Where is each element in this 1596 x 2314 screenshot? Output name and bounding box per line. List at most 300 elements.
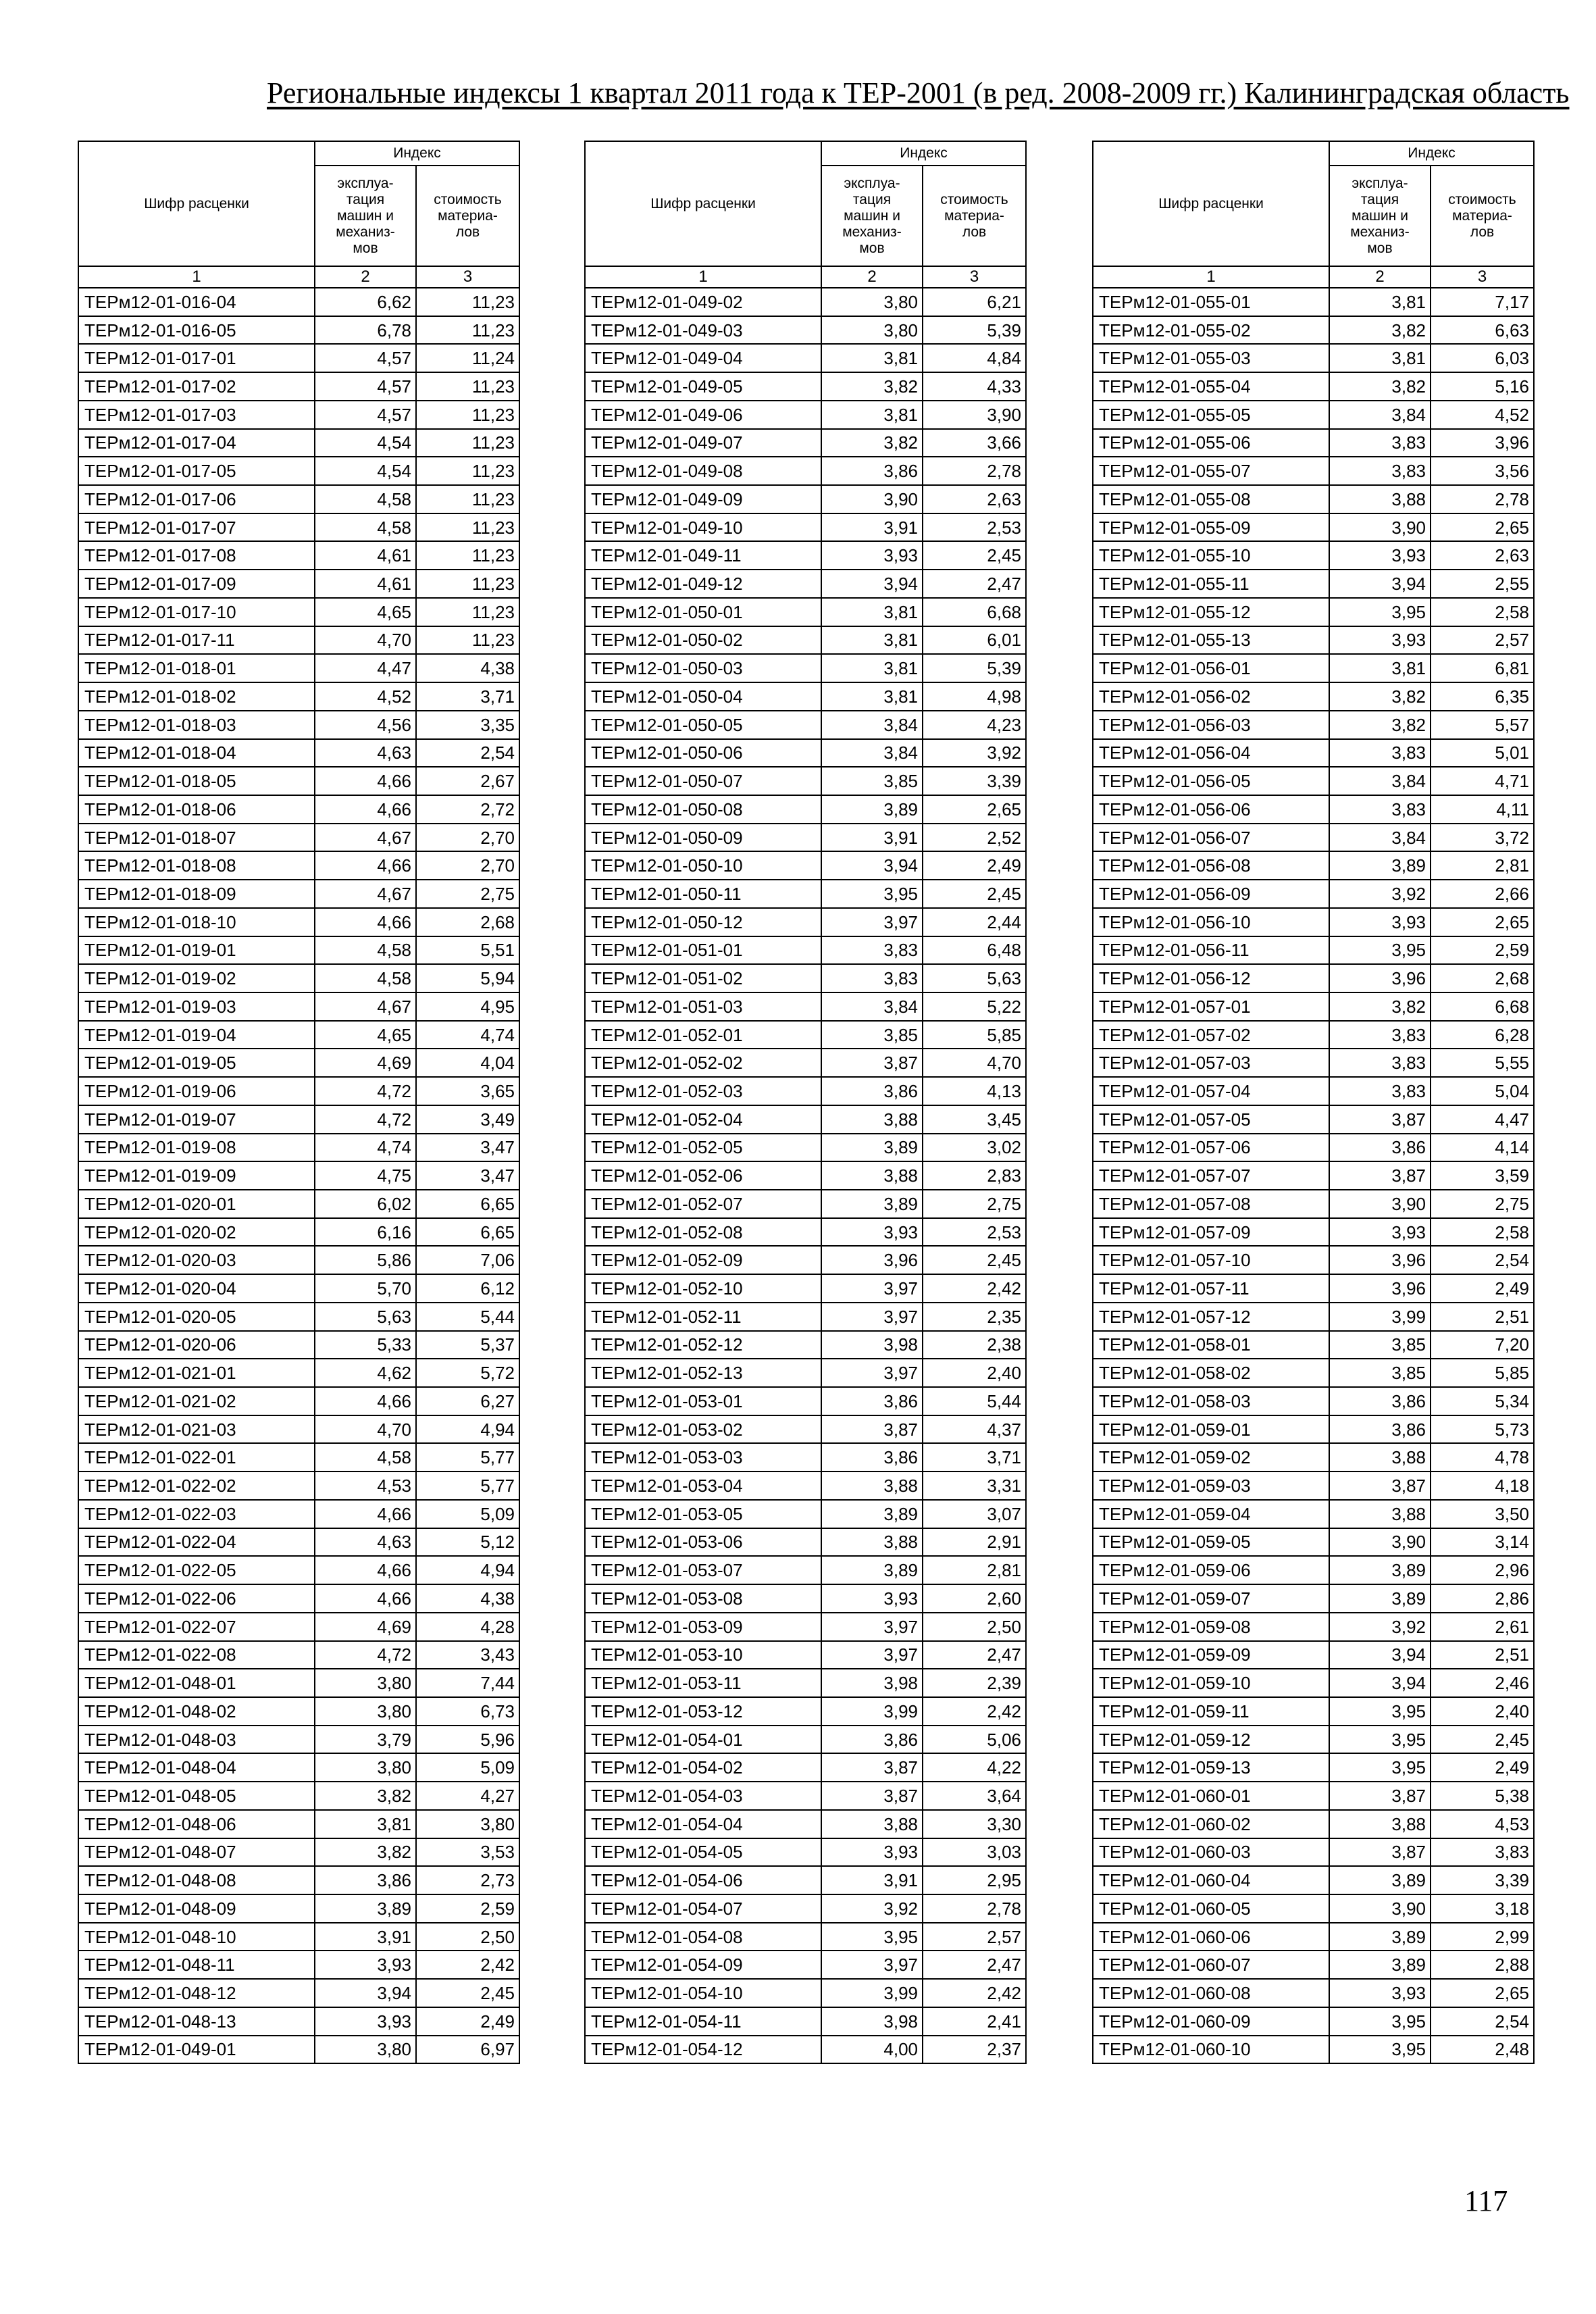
materials-index-cell: 2,70 — [416, 851, 519, 880]
machines-index-cell: 3,88 — [821, 1161, 923, 1190]
materials-index-cell: 2,78 — [1431, 485, 1534, 513]
header-col-1: 1 — [1093, 266, 1329, 288]
materials-index-cell: 3,18 — [1431, 1894, 1534, 1923]
machines-index-cell: 3,97 — [821, 1359, 923, 1387]
rate-code-cell: ТЕРм12-01-021-02 — [78, 1387, 315, 1415]
rate-code-cell: ТЕРм12-01-050-12 — [585, 908, 821, 936]
materials-index-cell: 2,81 — [923, 1556, 1026, 1584]
table-row — [1093, 936, 1534, 965]
table-row — [1093, 598, 1534, 626]
materials-index-cell: 5,85 — [923, 1021, 1026, 1049]
materials-index-cell: 4,23 — [923, 711, 1026, 739]
materials-index-cell: 6,68 — [1431, 992, 1534, 1021]
rate-code-cell: ТЕРм12-01-059-04 — [1093, 1500, 1329, 1528]
table-row — [78, 654, 519, 682]
materials-index-cell: 7,17 — [1431, 288, 1534, 316]
rate-code-cell: ТЕРм12-01-054-06 — [585, 1866, 821, 1894]
materials-index-cell: 5,12 — [416, 1528, 519, 1557]
table-row — [78, 795, 519, 824]
rate-code-cell: ТЕРм12-01-056-03 — [1093, 711, 1329, 739]
rate-code-cell: ТЕРм12-01-048-04 — [78, 1753, 315, 1782]
header-materials: стоимость материа- лов — [923, 166, 1026, 266]
table-row — [585, 851, 1026, 880]
rate-code-cell: ТЕРм12-01-017-05 — [78, 457, 315, 485]
rate-code-cell: ТЕРм12-01-049-08 — [585, 457, 821, 485]
rate-code-cell: ТЕРм12-01-053-07 — [585, 1556, 821, 1584]
table-row — [585, 2007, 1026, 2036]
machines-index-cell: 3,96 — [1329, 1246, 1431, 1274]
machines-index-cell: 3,83 — [1329, 795, 1431, 824]
rate-code-cell: ТЕРм12-01-056-05 — [1093, 767, 1329, 795]
machines-index-cell: 3,99 — [821, 1697, 923, 1726]
rate-code-cell: ТЕРм12-01-018-01 — [78, 654, 315, 682]
table-row — [585, 880, 1026, 908]
table-row — [78, 1528, 519, 1557]
materials-index-cell: 6,97 — [416, 2036, 519, 2064]
machines-index-cell: 3,82 — [1329, 711, 1431, 739]
materials-index-cell: 4,11 — [1431, 795, 1534, 824]
materials-index-cell: 7,06 — [416, 1246, 519, 1274]
table-row — [78, 485, 519, 513]
materials-index-cell: 11,23 — [416, 598, 519, 626]
table-row — [1093, 711, 1534, 739]
rate-code-cell: ТЕРм12-01-050-05 — [585, 711, 821, 739]
machines-index-cell: 3,88 — [1329, 1500, 1431, 1528]
rate-code-cell: ТЕРм12-01-054-01 — [585, 1726, 821, 1754]
machines-index-cell: 3,87 — [1329, 1105, 1431, 1134]
table-row — [1093, 485, 1534, 513]
table-row — [585, 992, 1026, 1021]
rate-code-cell: ТЕРм12-01-051-02 — [585, 964, 821, 992]
table-row — [1093, 372, 1534, 401]
machines-index-cell: 3,93 — [821, 541, 923, 570]
table-row — [1093, 401, 1534, 429]
materials-index-cell: 3,47 — [416, 1134, 519, 1162]
materials-index-cell: 4,47 — [1431, 1105, 1534, 1134]
machines-index-cell: 3,89 — [821, 1190, 923, 1218]
machines-index-cell: 3,80 — [821, 316, 923, 345]
machines-index-cell: 3,89 — [315, 1894, 416, 1923]
materials-index-cell: 6,65 — [416, 1190, 519, 1218]
rate-code-cell: ТЕРм12-01-020-05 — [78, 1303, 315, 1331]
machines-index-cell: 3,80 — [315, 1669, 416, 1697]
table-row — [585, 1782, 1026, 1810]
materials-index-cell: 5,57 — [1431, 711, 1534, 739]
materials-index-cell: 2,35 — [923, 1303, 1026, 1331]
machines-index-cell: 3,94 — [315, 1979, 416, 2007]
table-row — [1093, 1077, 1534, 1105]
table-row — [1093, 626, 1534, 655]
table-row — [1093, 1021, 1534, 1049]
materials-index-cell: 3,14 — [1431, 1528, 1534, 1557]
rate-code-cell: ТЕРм12-01-055-06 — [1093, 429, 1329, 457]
materials-index-cell: 5,39 — [923, 654, 1026, 682]
rate-code-cell: ТЕРм12-01-048-03 — [78, 1726, 315, 1754]
materials-index-cell: 4,33 — [923, 372, 1026, 401]
materials-index-cell: 6,01 — [923, 626, 1026, 655]
rate-code-cell: ТЕРм12-01-054-11 — [585, 2007, 821, 2036]
header-col-1: 1 — [585, 266, 821, 288]
machines-index-cell: 4,57 — [315, 344, 416, 372]
materials-index-cell: 5,37 — [416, 1331, 519, 1359]
rate-code-cell: ТЕРм12-01-053-02 — [585, 1415, 821, 1444]
table-row — [78, 1218, 519, 1247]
table-row — [78, 513, 519, 542]
machines-index-cell: 3,86 — [821, 1387, 923, 1415]
rate-code-cell: ТЕРм12-01-022-02 — [78, 1472, 315, 1500]
rate-code-cell: ТЕРм12-01-059-06 — [1093, 1556, 1329, 1584]
table-row — [1093, 1359, 1534, 1387]
machines-index-cell: 3,97 — [821, 908, 923, 936]
machines-index-cell: 3,84 — [821, 711, 923, 739]
table-row — [1093, 1669, 1534, 1697]
materials-index-cell: 2,57 — [1431, 626, 1534, 655]
rate-code-cell: ТЕРм12-01-050-10 — [585, 851, 821, 880]
materials-index-cell: 3,07 — [923, 1500, 1026, 1528]
table-row — [78, 936, 519, 965]
machines-index-cell: 3,98 — [821, 1669, 923, 1697]
rate-code-cell: ТЕРм12-01-020-04 — [78, 1274, 315, 1303]
rate-code-cell: ТЕРм12-01-048-05 — [78, 1782, 315, 1810]
materials-index-cell: 2,37 — [923, 2036, 1026, 2064]
table-row — [78, 1077, 519, 1105]
machines-index-cell: 3,84 — [821, 739, 923, 768]
materials-index-cell: 5,77 — [416, 1472, 519, 1500]
table-row — [585, 936, 1026, 965]
materials-index-cell: 5,63 — [923, 964, 1026, 992]
materials-index-cell: 2,45 — [923, 880, 1026, 908]
rate-code-cell: ТЕРм12-01-054-03 — [585, 1782, 821, 1810]
table-row — [1093, 1556, 1534, 1584]
materials-index-cell: 2,47 — [923, 1641, 1026, 1669]
materials-index-cell: 2,42 — [923, 1697, 1026, 1726]
machines-index-cell: 3,84 — [821, 992, 923, 1021]
rate-code-cell: ТЕРм12-01-057-09 — [1093, 1218, 1329, 1247]
materials-index-cell: 2,49 — [923, 851, 1026, 880]
materials-index-cell: 3,39 — [1431, 1866, 1534, 1894]
table-row — [1093, 1726, 1534, 1754]
machines-index-cell: 3,88 — [1329, 485, 1431, 513]
machines-index-cell: 3,87 — [821, 1753, 923, 1782]
rate-code-cell: ТЕРм12-01-052-01 — [585, 1021, 821, 1049]
table-row — [585, 1500, 1026, 1528]
table-row — [1093, 1951, 1534, 1979]
table-row — [585, 429, 1026, 457]
machines-index-cell: 4,54 — [315, 429, 416, 457]
rate-code-cell: ТЕРм12-01-022-04 — [78, 1528, 315, 1557]
machines-index-cell: 3,88 — [821, 1528, 923, 1557]
table-row — [78, 1443, 519, 1472]
materials-index-cell: 2,86 — [1431, 1584, 1534, 1613]
rate-code-cell: ТЕРм12-01-055-04 — [1093, 372, 1329, 401]
rate-code-cell: ТЕРм12-01-052-11 — [585, 1303, 821, 1331]
machines-index-cell: 6,16 — [315, 1218, 416, 1247]
machines-index-cell: 4,61 — [315, 570, 416, 598]
table-row — [585, 1134, 1026, 1162]
rate-code-cell: ТЕРм12-01-018-07 — [78, 824, 315, 852]
materials-index-cell: 4,37 — [923, 1415, 1026, 1444]
machines-index-cell: 4,47 — [315, 654, 416, 682]
table-row — [1093, 541, 1534, 570]
rate-code-cell: ТЕРм12-01-019-08 — [78, 1134, 315, 1162]
materials-index-cell: 2,40 — [923, 1359, 1026, 1387]
machines-index-cell: 3,81 — [821, 401, 923, 429]
machines-index-cell: 3,86 — [821, 457, 923, 485]
materials-index-cell: 3,49 — [416, 1105, 519, 1134]
materials-index-cell: 2,59 — [416, 1894, 519, 1923]
rate-code-cell: ТЕРм12-01-050-01 — [585, 598, 821, 626]
table-row — [585, 1161, 1026, 1190]
materials-index-cell: 2,65 — [923, 795, 1026, 824]
materials-index-cell: 2,72 — [416, 795, 519, 824]
rate-code-cell: ТЕРм12-01-050-09 — [585, 824, 821, 852]
rate-code-cell: ТЕРм12-01-057-02 — [1093, 1021, 1329, 1049]
rate-code-cell: ТЕРм12-01-060-09 — [1093, 2007, 1329, 2036]
table-row — [585, 1190, 1026, 1218]
machines-index-cell: 3,92 — [821, 1894, 923, 1923]
machines-index-cell: 3,95 — [1329, 1726, 1431, 1754]
rate-code-cell: ТЕРм12-01-019-05 — [78, 1049, 315, 1077]
machines-index-cell: 3,91 — [315, 1923, 416, 1951]
table-row — [1093, 908, 1534, 936]
rate-code-cell: ТЕРм12-01-022-07 — [78, 1613, 315, 1641]
table-row — [1093, 2007, 1534, 2036]
table-row — [78, 1105, 519, 1134]
materials-index-cell: 6,68 — [923, 598, 1026, 626]
materials-index-cell: 2,52 — [923, 824, 1026, 852]
materials-index-cell: 6,12 — [416, 1274, 519, 1303]
machines-index-cell: 4,56 — [315, 711, 416, 739]
header-col-3: 3 — [923, 266, 1026, 288]
materials-index-cell: 2,58 — [1431, 1218, 1534, 1247]
table-row — [585, 1359, 1026, 1387]
materials-index-cell: 2,68 — [416, 908, 519, 936]
rate-code-cell: ТЕРм12-01-057-03 — [1093, 1049, 1329, 1077]
table-row — [585, 964, 1026, 992]
table-row — [585, 288, 1026, 316]
materials-index-cell: 3,65 — [416, 1077, 519, 1105]
rate-code-cell: ТЕРм12-01-049-01 — [78, 2036, 315, 2064]
header-machines: эксплуа- тация машин и механиз- мов — [1329, 166, 1431, 266]
table-row — [78, 1190, 519, 1218]
materials-index-cell: 2,65 — [1431, 908, 1534, 936]
machines-index-cell: 3,95 — [821, 880, 923, 908]
header-col-2: 2 — [821, 266, 923, 288]
materials-index-cell: 2,70 — [416, 824, 519, 852]
rate-code-cell: ТЕРм12-01-019-04 — [78, 1021, 315, 1049]
table-row — [1093, 1415, 1534, 1444]
machines-index-cell: 3,89 — [1329, 1951, 1431, 1979]
rate-code-cell: ТЕРм12-01-050-04 — [585, 682, 821, 711]
table-row — [1093, 1782, 1534, 1810]
machines-index-cell: 4,58 — [315, 936, 416, 965]
machines-index-cell: 3,80 — [821, 288, 923, 316]
rate-code-cell: ТЕРм12-01-056-06 — [1093, 795, 1329, 824]
table-row — [78, 1359, 519, 1387]
materials-index-cell: 2,54 — [1431, 1246, 1534, 1274]
table-row — [585, 1472, 1026, 1500]
table-row — [1093, 1218, 1534, 1247]
materials-index-cell: 2,58 — [1431, 598, 1534, 626]
machines-index-cell: 3,87 — [821, 1049, 923, 1077]
machines-index-cell: 3,97 — [821, 1951, 923, 1979]
machines-index-cell: 3,80 — [315, 2036, 416, 2064]
machines-index-cell: 3,86 — [1329, 1387, 1431, 1415]
rate-code-cell: ТЕРм12-01-018-08 — [78, 851, 315, 880]
machines-index-cell: 4,66 — [315, 795, 416, 824]
materials-index-cell: 5,09 — [416, 1500, 519, 1528]
machines-index-cell: 3,95 — [1329, 1753, 1431, 1782]
rate-code-cell: ТЕРм12-01-017-03 — [78, 401, 315, 429]
machines-index-cell: 3,80 — [315, 1753, 416, 1782]
machines-index-cell: 5,63 — [315, 1303, 416, 1331]
machines-index-cell: 4,70 — [315, 626, 416, 655]
rate-code-cell: ТЕРм12-01-053-04 — [585, 1472, 821, 1500]
machines-index-cell: 3,88 — [821, 1105, 923, 1134]
machines-index-cell: 3,93 — [1329, 1218, 1431, 1247]
table-row — [1093, 316, 1534, 345]
machines-index-cell: 3,82 — [821, 372, 923, 401]
materials-index-cell: 2,54 — [416, 739, 519, 768]
materials-index-cell: 2,59 — [1431, 936, 1534, 965]
materials-index-cell: 4,94 — [416, 1415, 519, 1444]
materials-index-cell: 3,03 — [923, 1838, 1026, 1867]
machines-index-cell: 3,92 — [1329, 1613, 1431, 1641]
materials-index-cell: 2,53 — [923, 513, 1026, 542]
machines-index-cell: 3,82 — [821, 429, 923, 457]
machines-index-cell: 3,85 — [821, 1021, 923, 1049]
machines-index-cell: 3,81 — [315, 1810, 416, 1838]
materials-index-cell: 5,72 — [416, 1359, 519, 1387]
table-row — [78, 908, 519, 936]
machines-index-cell: 4,69 — [315, 1049, 416, 1077]
rate-code-cell: ТЕРм12-01-057-08 — [1093, 1190, 1329, 1218]
machines-index-cell: 4,66 — [315, 908, 416, 936]
rate-code-cell: ТЕРм12-01-055-07 — [1093, 457, 1329, 485]
table-row — [78, 1782, 519, 1810]
rate-code-cell: ТЕРм12-01-021-03 — [78, 1415, 315, 1444]
machines-index-cell: 4,57 — [315, 372, 416, 401]
table-row — [1093, 1049, 1534, 1077]
table-row — [585, 1105, 1026, 1134]
table-row — [1093, 1331, 1534, 1359]
rate-code-cell: ТЕРм12-01-056-04 — [1093, 739, 1329, 768]
rate-code-cell: ТЕРм12-01-052-12 — [585, 1331, 821, 1359]
machines-index-cell: 3,95 — [1329, 936, 1431, 965]
header-col-3: 3 — [1431, 266, 1534, 288]
rate-code-cell: ТЕРм12-01-017-01 — [78, 344, 315, 372]
table-row — [1093, 1979, 1534, 2007]
table-row — [585, 1697, 1026, 1726]
materials-index-cell: 2,41 — [923, 2007, 1026, 2036]
rate-code-cell: ТЕРм12-01-056-12 — [1093, 964, 1329, 992]
materials-index-cell: 3,96 — [1431, 429, 1534, 457]
rate-code-cell: ТЕРм12-01-056-07 — [1093, 824, 1329, 852]
materials-index-cell: 5,96 — [416, 1726, 519, 1754]
materials-index-cell: 11,23 — [416, 626, 519, 655]
rate-code-cell: ТЕРм12-01-059-03 — [1093, 1472, 1329, 1500]
materials-index-cell: 2,55 — [1431, 570, 1534, 598]
rate-code-cell: ТЕРм12-01-016-04 — [78, 288, 315, 316]
rate-code-cell: ТЕРм12-01-055-01 — [1093, 288, 1329, 316]
machines-index-cell: 3,89 — [1329, 1866, 1431, 1894]
materials-index-cell: 2,44 — [923, 908, 1026, 936]
rate-code-cell: ТЕРм12-01-019-03 — [78, 992, 315, 1021]
table-body — [78, 288, 519, 2063]
materials-index-cell: 3,56 — [1431, 457, 1534, 485]
table-row — [585, 1246, 1026, 1274]
machines-index-cell: 3,83 — [821, 964, 923, 992]
table-row — [78, 1274, 519, 1303]
header-code: Шифр расценки — [585, 141, 821, 266]
materials-index-cell: 5,22 — [923, 992, 1026, 1021]
materials-index-cell: 2,49 — [1431, 1274, 1534, 1303]
machines-index-cell: 4,58 — [315, 513, 416, 542]
rate-code-cell: ТЕРм12-01-019-09 — [78, 1161, 315, 1190]
rate-code-cell: ТЕРм12-01-053-08 — [585, 1584, 821, 1613]
materials-index-cell: 5,06 — [923, 1726, 1026, 1754]
rate-code-cell: ТЕРм12-01-048-08 — [78, 1866, 315, 1894]
rate-code-cell: ТЕРм12-01-052-13 — [585, 1359, 821, 1387]
machines-index-cell: 3,93 — [1329, 626, 1431, 655]
rate-code-cell: ТЕРм12-01-016-05 — [78, 316, 315, 345]
rate-code-cell: ТЕРм12-01-054-10 — [585, 1979, 821, 2007]
table-row — [585, 711, 1026, 739]
materials-index-cell: 2,42 — [923, 1274, 1026, 1303]
materials-index-cell: 5,85 — [1431, 1359, 1534, 1387]
rate-code-cell: ТЕРм12-01-020-03 — [78, 1246, 315, 1274]
table-row — [78, 1049, 519, 1077]
table-row — [585, 682, 1026, 711]
machines-index-cell: 5,70 — [315, 1274, 416, 1303]
table-row — [585, 1303, 1026, 1331]
table-row — [78, 1387, 519, 1415]
machines-index-cell: 3,89 — [821, 795, 923, 824]
materials-index-cell: 2,95 — [923, 1866, 1026, 1894]
table-row — [1093, 1274, 1534, 1303]
rate-code-cell: ТЕРм12-01-056-01 — [1093, 654, 1329, 682]
table-row — [78, 1697, 519, 1726]
table-row — [1093, 1134, 1534, 1162]
machines-index-cell: 3,81 — [1329, 654, 1431, 682]
machines-index-cell: 4,75 — [315, 1161, 416, 1190]
machines-index-cell: 3,96 — [1329, 964, 1431, 992]
materials-index-cell: 11,23 — [416, 429, 519, 457]
table-row — [1093, 1528, 1534, 1557]
table-row — [1093, 288, 1534, 316]
machines-index-cell: 3,82 — [1329, 316, 1431, 345]
rate-code-cell: ТЕРм12-01-022-03 — [78, 1500, 315, 1528]
machines-index-cell: 3,91 — [821, 1866, 923, 1894]
table-row — [1093, 1443, 1534, 1472]
rate-code-cell: ТЕРм12-01-054-07 — [585, 1894, 821, 1923]
machines-index-cell: 4,66 — [315, 1387, 416, 1415]
materials-index-cell: 4,78 — [1431, 1443, 1534, 1472]
rate-code-cell: ТЕРм12-01-052-04 — [585, 1105, 821, 1134]
table-row — [585, 824, 1026, 852]
machines-index-cell: 3,89 — [1329, 1556, 1431, 1584]
materials-index-cell: 2,54 — [1431, 2007, 1534, 2036]
index-table-3 — [1092, 141, 1535, 2064]
machines-index-cell: 3,95 — [1329, 2007, 1431, 2036]
materials-index-cell: 4,94 — [416, 1556, 519, 1584]
machines-index-cell: 5,86 — [315, 1246, 416, 1274]
rate-code-cell: ТЕРм12-01-054-05 — [585, 1838, 821, 1867]
materials-index-cell: 2,45 — [1431, 1726, 1534, 1754]
table-row — [1093, 682, 1534, 711]
table-row — [585, 626, 1026, 655]
machines-index-cell: 3,84 — [1329, 824, 1431, 852]
